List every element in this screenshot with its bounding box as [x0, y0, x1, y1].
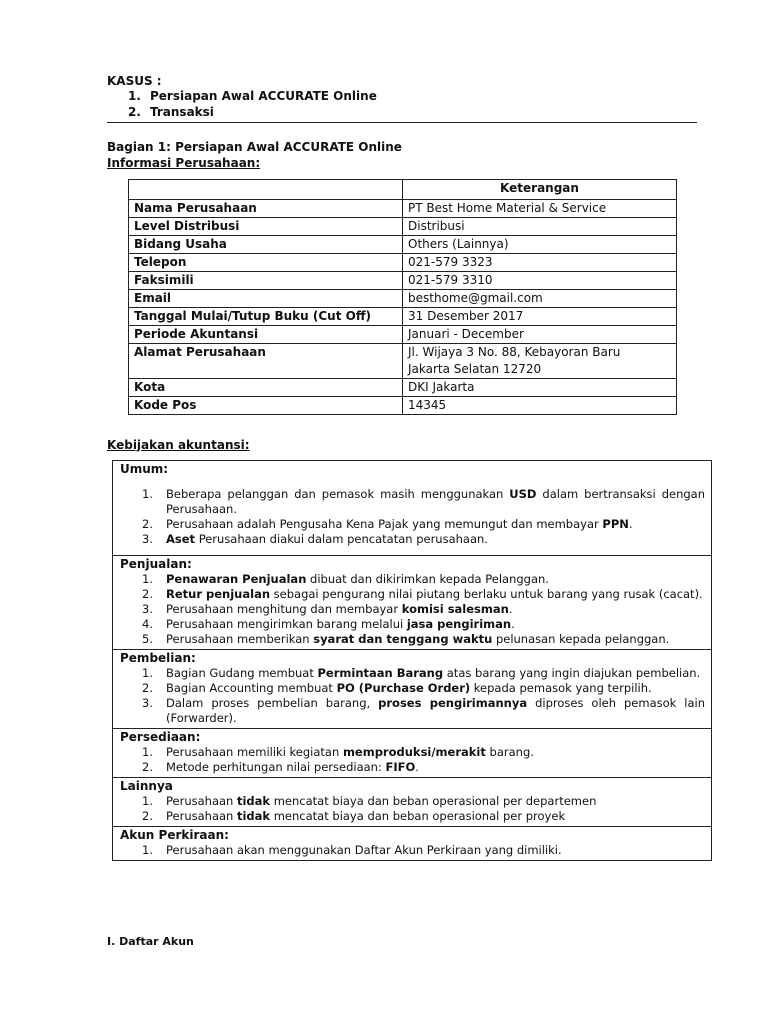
list-item: 1. Beberapa pelanggan dan pemasok masih menggunakan USD dalam bertransaksi dengan Perusahaan. — [142, 487, 705, 516]
list-item: 1. Perusahaan akan menggunakan Daftar Akun Perkiraan yang dimiliki. — [142, 843, 562, 857]
info-perusahaan-heading: Informasi Perusahaan: — [107, 156, 261, 170]
table-row: Bidang Usaha Others (Lainnya) — [129, 236, 677, 254]
list-item: 2. Retur penjualan sebagai pengurang nilai piutang berlaku untuk barang yang rusak (cacat). — [142, 587, 703, 601]
header-keterangan: Keterangan — [403, 180, 677, 200]
list-item: 2. Perusahaan adalah Pengusaha Kena Pajak yang memungut dan membayar PPN. — [142, 517, 633, 531]
list-item: 1. Bagian Gudang membuat Permintaan Barang atas barang yang ingin diajukan pembelian. — [142, 666, 701, 680]
kasus-list — [128, 88, 377, 120]
bagian1-title: Bagian 1: Persiapan Awal ACCURATE Online — [107, 140, 402, 154]
list-item: 4. Perusahaan mengirimkan barang melalui jasa pengiriman. — [142, 617, 515, 631]
kasus-item: 2. Transaksi — [128, 105, 214, 119]
table-row: Nama Perusahaan PT Best Home Material & Service — [129, 200, 677, 218]
daftar-akun-heading: I. Daftar Akun — [107, 935, 194, 948]
table-row: Tanggal Mulai/Tutup Buku (Cut Off) 31 Desember 2017 — [129, 308, 677, 326]
section-title: Lainnya — [120, 779, 173, 793]
section-title: Umum: — [120, 462, 169, 476]
policy-box — [112, 460, 712, 861]
section-title: Akun Perkiraan: — [120, 828, 229, 842]
policy-section-akun — [113, 827, 711, 861]
list-item: 3. Dalam proses pembelian barang, proses pengirimannya diproses oleh pemasok lain (Forwarder). — [142, 696, 706, 725]
policy-section-persediaan — [113, 729, 711, 778]
list-item: 1. Penawaran Penjualan dibuat dan dikirimkan kepada Pelanggan. — [142, 572, 549, 586]
list-item: 3. Perusahaan menghitung dan membayar komisi salesman. — [142, 602, 513, 616]
policy-section-penjualan — [113, 556, 711, 650]
policy-section-pembelian — [113, 650, 711, 729]
policy-section-lainnya — [113, 778, 711, 827]
section-title: Persediaan: — [120, 730, 201, 744]
table-row: Level Distribusi Distribusi — [129, 218, 677, 236]
table-row: Kode Pos 14345 — [129, 397, 677, 415]
list-item: 3. Aset Perusahaan diakui dalam pencatatan perusahaan. — [142, 532, 488, 546]
table-row: Alamat Perusahaan Jl. Wijaya 3 No. 88, Kebayoran Baru Jakarta Selatan 12720 — [129, 344, 677, 379]
list-item: 2. Perusahaan tidak mencatat biaya dan beban operasional per proyek — [142, 809, 566, 823]
table-row: Kota DKI Jakarta — [129, 379, 677, 397]
kebijakan-heading: Kebijakan akuntansi: — [107, 438, 250, 452]
list-item: 2. Metode perhitungan nilai persediaan: FIFO. — [142, 760, 419, 774]
header-empty-cell — [129, 180, 403, 200]
kasus-label: KASUS : — [107, 74, 162, 88]
table-row: Periode Akuntansi Januari - December — [129, 326, 677, 344]
divider — [107, 122, 697, 123]
section-title: Pembelian: — [120, 651, 196, 665]
list-item: 1. Perusahaan tidak mencatat biaya dan beban operasional per departemen — [142, 794, 597, 808]
table-row: Email besthome@gmail.com — [129, 290, 677, 308]
table-header-row — [129, 180, 677, 200]
kasus-item: 1. Persiapan Awal ACCURATE Online — [128, 89, 377, 103]
list-item: 2. Bagian Accounting membuat PO (Purchase Order) kepada pemasok yang terpilih. — [142, 681, 652, 695]
list-item: 5. Perusahaan memberikan syarat dan tenggang waktu pelunasan kepada pelanggan. — [142, 632, 670, 646]
table-row: Faksimili 021-579 3310 — [129, 272, 677, 290]
table-row: Telepon 021-579 3323 — [129, 254, 677, 272]
section-title: Penjualan: — [120, 557, 192, 571]
policy-section-umum — [113, 461, 711, 556]
company-info-table — [128, 179, 677, 415]
list-item: 1. Perusahaan memiliki kegiatan memproduksi/merakit barang. — [142, 745, 534, 759]
